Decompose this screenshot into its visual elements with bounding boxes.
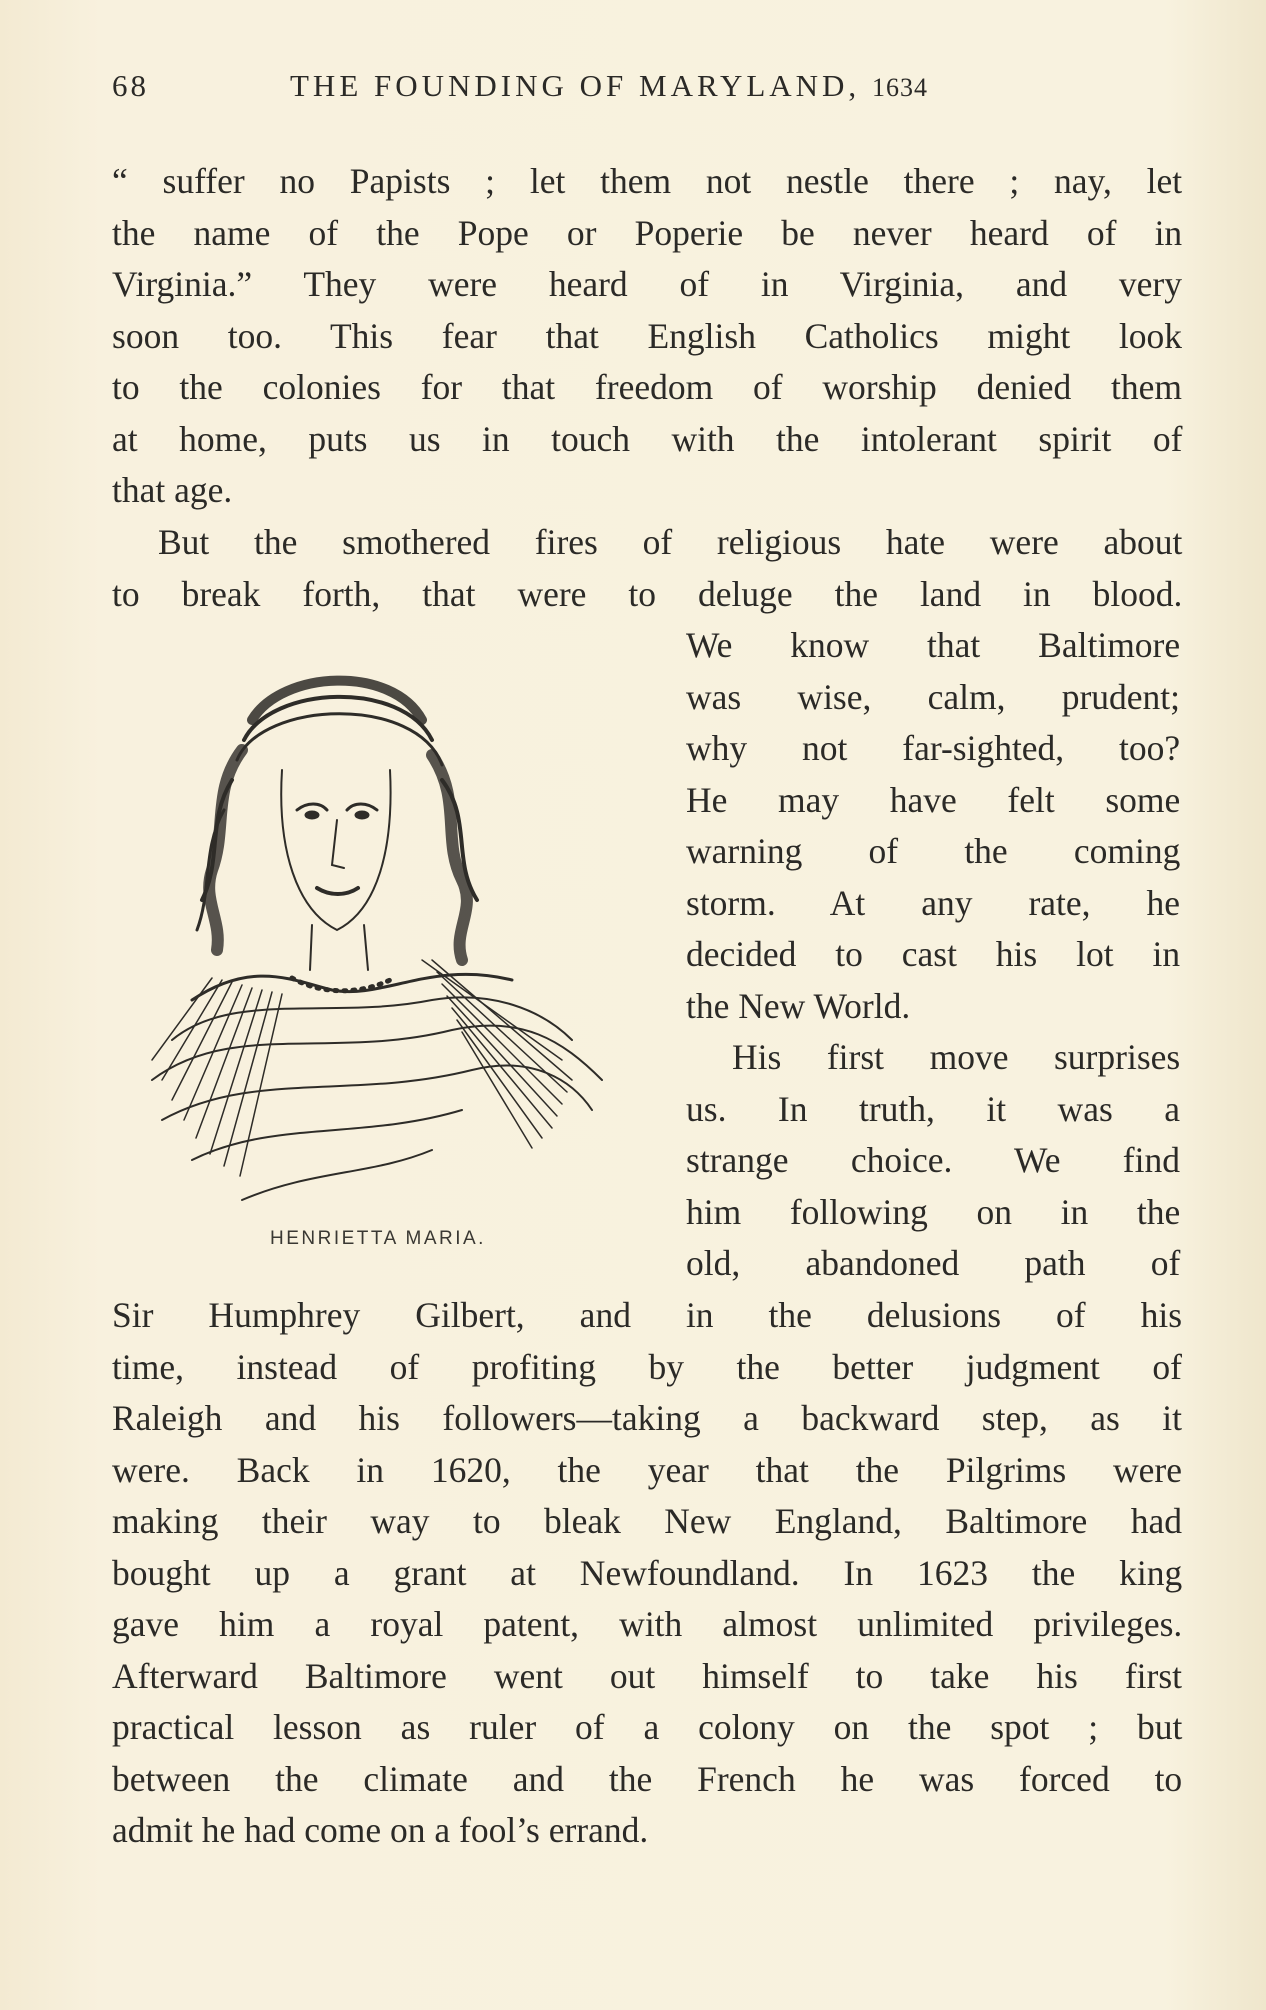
text-line: old, abandoned path of	[686, 1243, 1181, 1283]
text-line: soon too. This fear that English Catholics might look	[112, 315, 1182, 356]
text-line: why not far-sighted, too?	[686, 728, 1181, 768]
text-line: at home, puts us in touch with the intolerant spirit of	[112, 418, 1183, 459]
text-line: Sir Humphrey Gilbert, and in the delusions of his	[112, 1295, 1183, 1335]
text-line: time, instead of profiting by the better judgment of	[112, 1346, 1182, 1387]
text-line: that age.	[112, 470, 233, 510]
text-line: to the colonies for that freedom of worship denied them	[112, 367, 1182, 407]
paragraph-2-start	[112, 517, 1182, 620]
running-title	[290, 68, 928, 104]
paragraph-beside-figure	[686, 620, 1180, 1290]
text-line: was wise, calm, prudent;	[686, 676, 1180, 717]
text-line: His first move surprises	[732, 1037, 1181, 1077]
text-line: bought up a grant at Newfoundland. In 1623 the king	[112, 1552, 1183, 1593]
text-line: the name of the Pope or Poperie be never heard of in	[112, 212, 1183, 253]
text-line: us. In truth, it was a	[686, 1088, 1181, 1129]
paragraph-1	[112, 156, 1182, 517]
text-line: warning of the coming	[686, 831, 1181, 871]
running-head	[112, 68, 1112, 118]
text-line: “ suffer no Papists ; let them not nestle there ; nay, let	[112, 161, 1183, 201]
text-line: gave him a royal patent, with almost unlimited privileges.	[112, 1604, 1183, 1644]
text-line: But the smothered fires of religious hate were about	[158, 522, 1183, 562]
text-line: to break forth, that were to deluge the land in blood.	[112, 573, 1183, 614]
text-line: We know that Baltimore	[686, 625, 1181, 665]
page-number: 68	[112, 68, 149, 103]
text-line: Virginia.” They were heard of in Virginia, and very	[112, 264, 1182, 304]
running-title-text: THE FOUNDING OF MARYLAND,	[290, 68, 861, 103]
figure-caption: HENRIETTA MARIA.	[270, 1228, 486, 1249]
text-line: him following on in the	[686, 1191, 1181, 1232]
text-line: practical lesson as ruler of a colony on the spot ; but	[112, 1707, 1183, 1747]
text-line: He may have felt some	[686, 779, 1181, 820]
text-line: the New World.	[686, 985, 911, 1026]
text-line: Raleigh and his followers—taking a backward step, as it	[112, 1398, 1182, 1438]
text-line: Afterward Baltimore went out himself to take his first	[112, 1655, 1183, 1696]
text-line: admit he had come on a fool’s errand.	[112, 1810, 649, 1850]
text-line: between the climate and the French he was forced to	[112, 1758, 1183, 1799]
paragraph-2-end	[112, 1290, 1182, 1857]
text-line: decided to cast his lot in	[686, 934, 1181, 974]
text-line: making their way to bleak New England, Baltimore had	[112, 1501, 1182, 1541]
text-line: strange choice. We find	[686, 1140, 1180, 1180]
text-line: were. Back in 1620, the year that the Pilgrims were	[112, 1449, 1182, 1490]
running-title-year: 1634	[871, 73, 928, 102]
portrait-engraving	[132, 660, 642, 1220]
text-line: storm. At any rate, he	[686, 882, 1180, 923]
